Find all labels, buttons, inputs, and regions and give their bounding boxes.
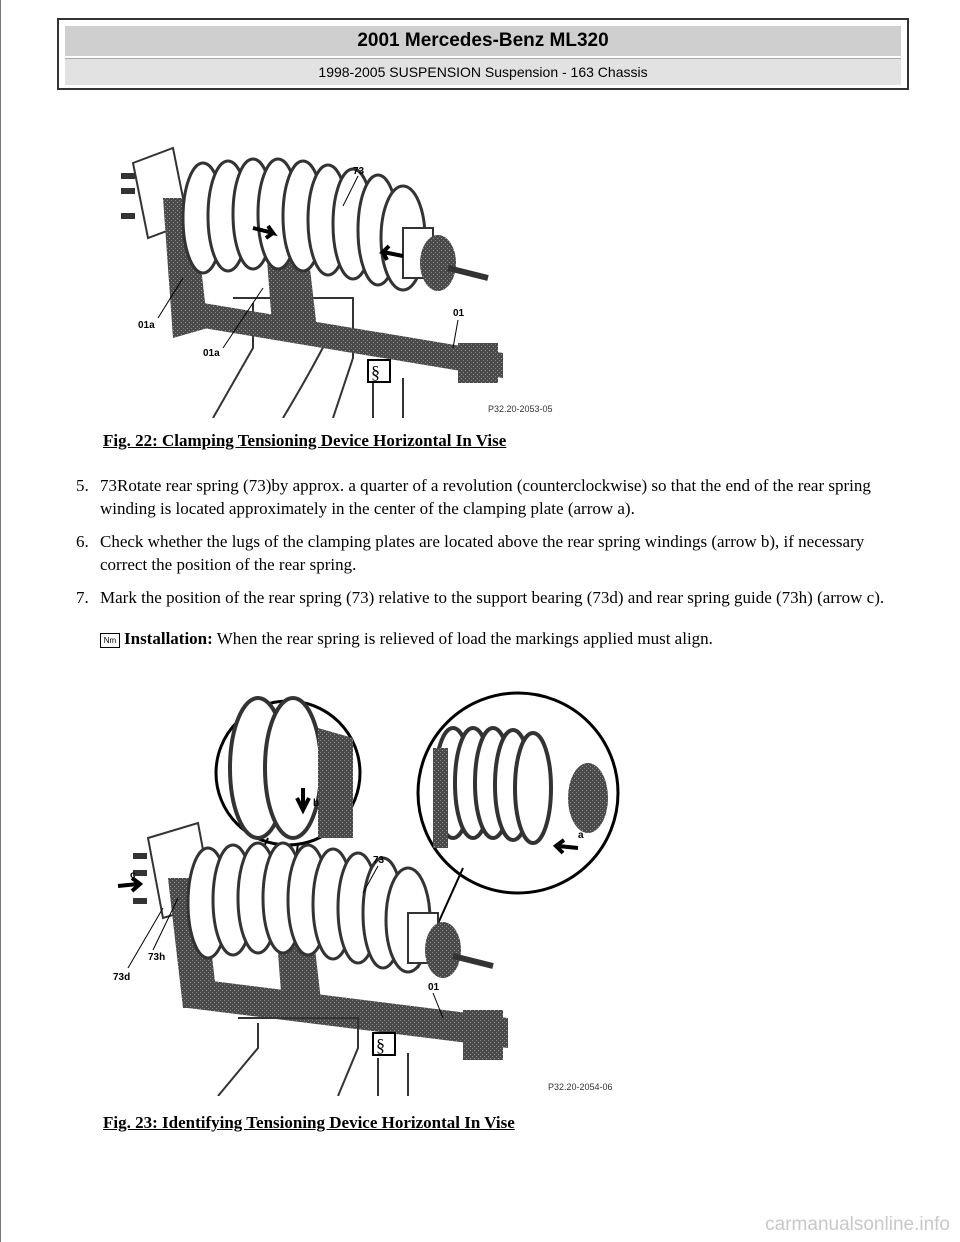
step-item: [68, 474, 898, 520]
figure-23-label-c: c: [130, 870, 136, 881]
figure-22-code: P32.20-2053-05: [488, 404, 553, 414]
step-text: Mark the position of the rear spring (73) relative to the support bearing (73d) and rear spring guide (73h) (arrow c).: [100, 588, 885, 607]
svg-text:§: §: [376, 1035, 385, 1055]
step-text: 73Rotate rear spring (73)by approx. a quarter of a revolution (counterclockwise) so that the end of the rear spring winding is located approximately in the center of the clamping plate (arrow a).: [100, 476, 871, 518]
figure-23-label-73h: 73h: [148, 952, 166, 963]
svg-text:§: §: [371, 362, 380, 382]
figure-22-label-01: 01: [453, 308, 465, 319]
figure-23-label-b: b: [313, 798, 320, 809]
figure-22-illustration: [103, 128, 563, 418]
page-edge: [0, 0, 1, 1242]
step-number: 5.: [76, 476, 89, 495]
step-item: [68, 586, 898, 650]
figure-23-label-73d: 73d: [113, 972, 131, 983]
figure-23-illustration: [108, 688, 638, 1096]
figure-23-caption: Fig. 23: Identifying Tensioning Device Horizontal In Vise: [103, 1113, 515, 1132]
step-item: [68, 530, 898, 576]
installation-note: [100, 627, 898, 650]
figure-22-label-01a-right: 01a: [203, 348, 220, 359]
step-text: Check whether the lugs of the clamping plates are located above the rear spring windings (arrow b), if necessary correct the position of the rear spring.: [100, 532, 865, 574]
installation-label: Installation:: [124, 629, 213, 648]
document-header: [57, 18, 909, 90]
figure-22-label-73: 73: [353, 166, 365, 177]
step-number: 7.: [76, 588, 89, 607]
procedure-steps: [68, 474, 898, 660]
torque-nm-icon: Nm: [100, 633, 120, 648]
figure-23-label-a: a: [578, 830, 584, 841]
figure-23-label-01: 01: [428, 982, 440, 993]
figure-22-caption: Fig. 22: Clamping Tensioning Device Horizontal In Vise: [103, 431, 507, 450]
figure-22-label-01a-left: 01a: [138, 320, 155, 331]
figure-23-label-73: 73: [373, 855, 385, 866]
installation-text: When the rear spring is relieved of load the markings applied must align.: [216, 629, 713, 648]
step-number: 6.: [76, 532, 89, 551]
document-title: 2001 Mercedes-Benz ML320: [65, 26, 901, 58]
figure-23-code: P32.20-2054-06: [548, 1082, 613, 1092]
document-subtitle: 1998-2005 SUSPENSION Suspension - 163 Chassis: [65, 58, 901, 85]
watermark: carmanualsonline.info: [765, 1214, 950, 1235]
